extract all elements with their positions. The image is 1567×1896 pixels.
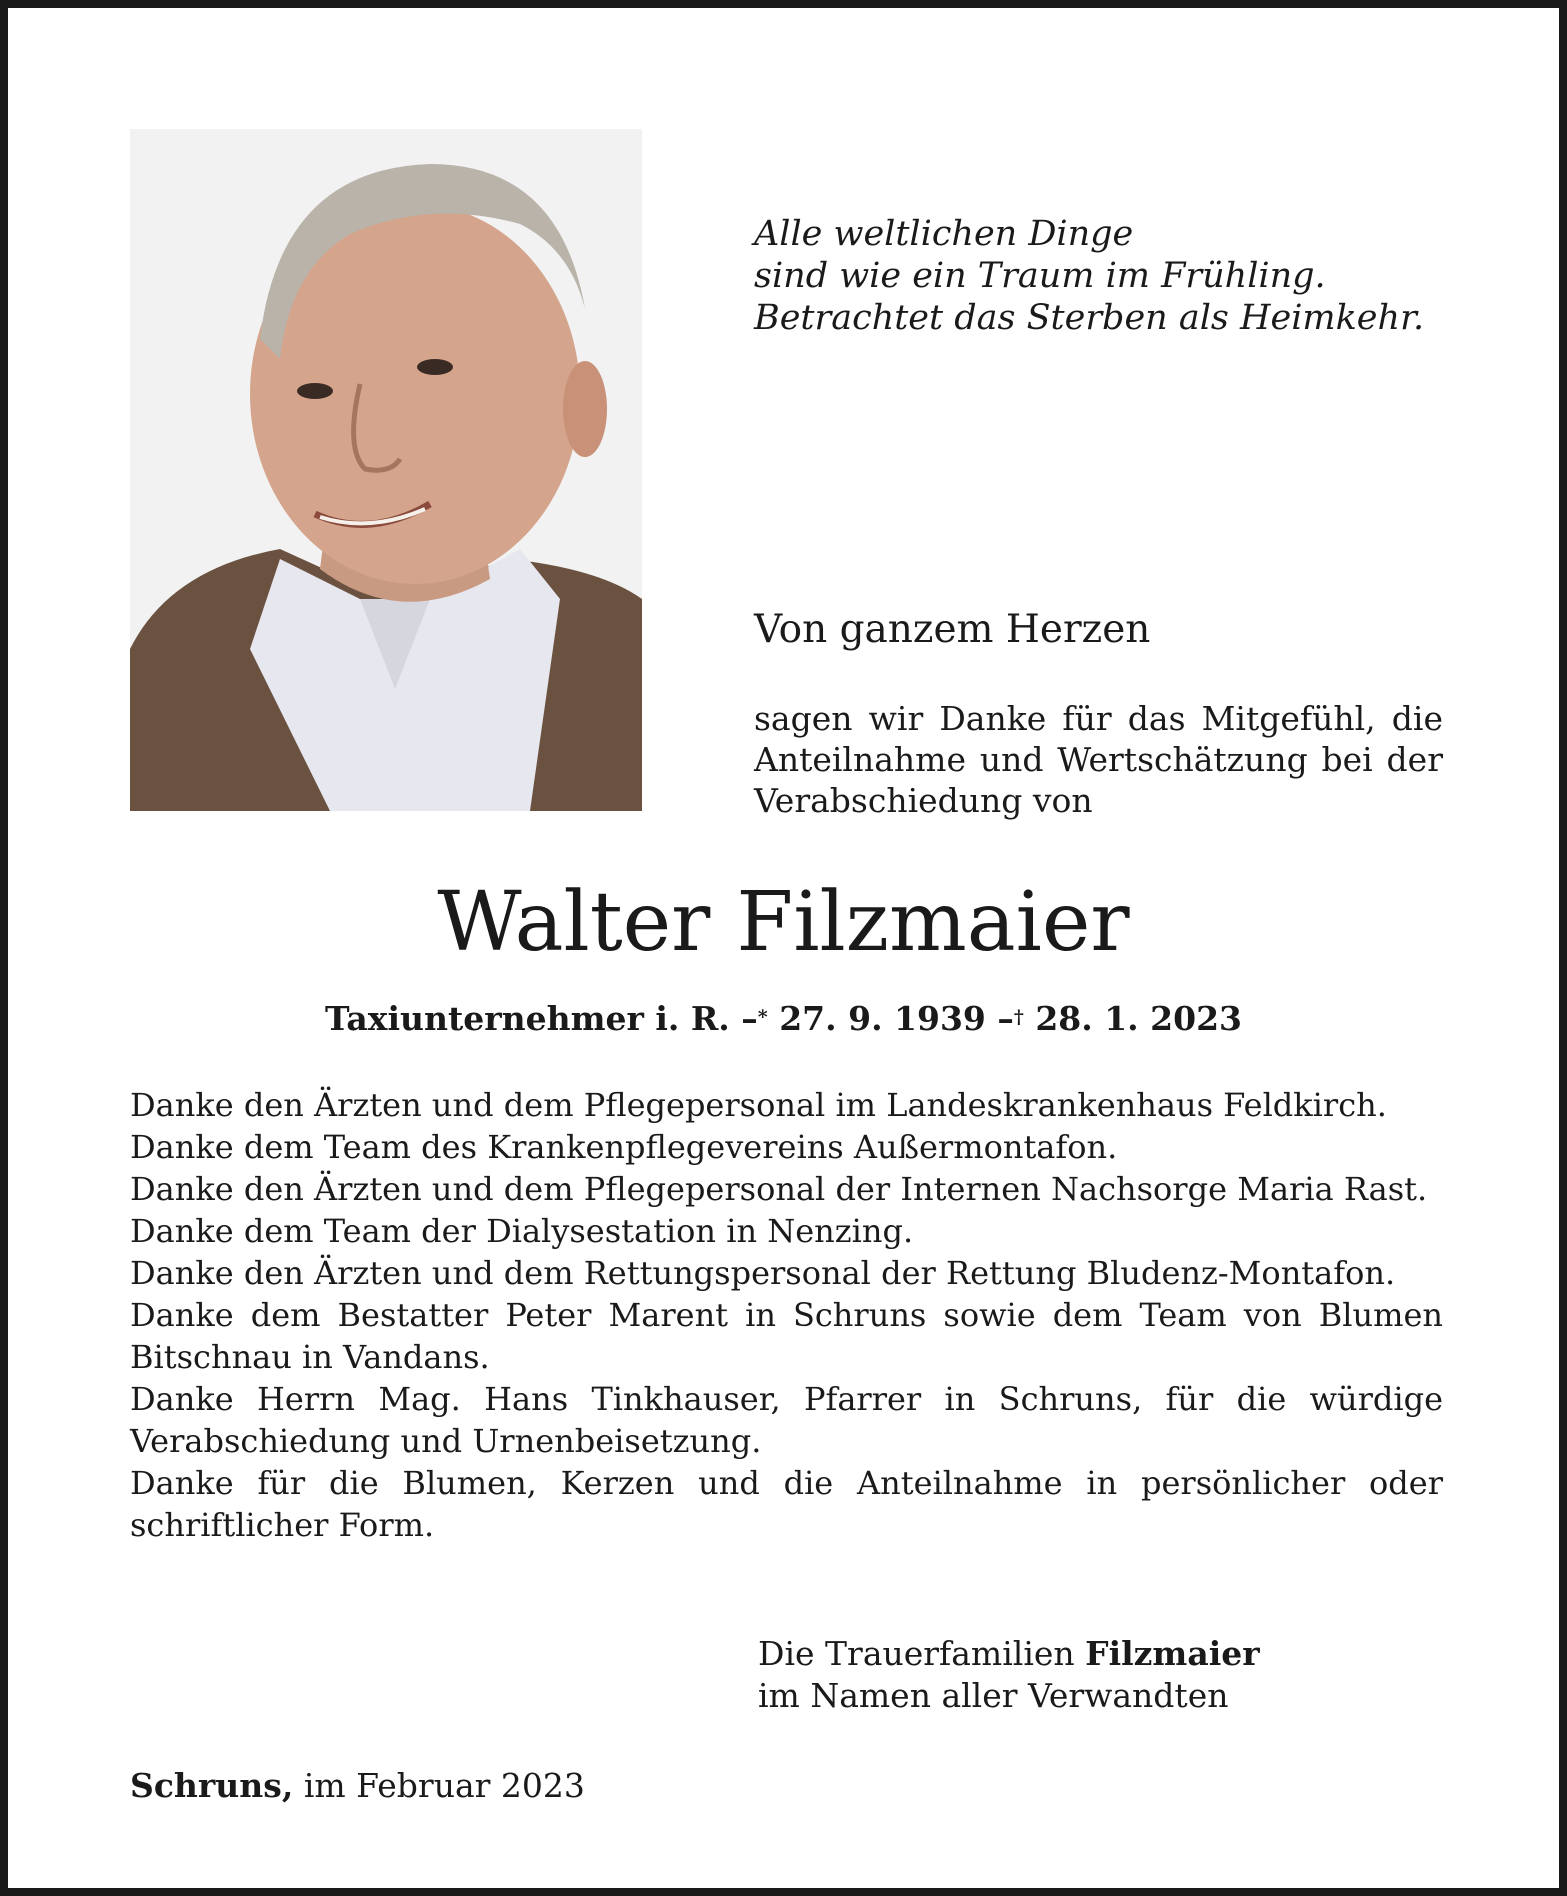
signature [758,1633,1260,1717]
death-date: 28. 1. 2023 [1023,999,1243,1038]
signature-family: Filzmaier [1085,1634,1260,1673]
deceased-dates [8,998,1559,1040]
acknowledgement: Danke dem Team des Krankenpflegevereins Außermontafon. [130,1128,1118,1166]
acknowledgement: Danke den Ärzten und dem Pflegepersonal der Internen Nachsorge Maria Rast. [130,1170,1428,1208]
deceased-name: Walter Filzmaier [437,875,1130,970]
thanks-heading: Von ganzem Herzen [754,607,1151,652]
acknowledgements [130,1084,1443,1546]
acknowledgement: Danke dem Bestatter Peter Marent in Schruns sowie dem Team von Blumen Bitschnau in Vandans. [130,1296,1443,1376]
date: im Februar 2023 [293,1766,585,1805]
signature-line-2: im Namen aller Verwandten [758,1676,1229,1715]
birth-date: 27. 9. 1939 – [767,999,1014,1038]
acknowledgement: Danke dem Team der Dialysestation in Nenzing. [130,1212,914,1250]
place-date [130,1765,585,1807]
quote-line: Betrachtet das Sterben als Heimkehr. [754,298,1425,338]
occupation: Taxiunternehmer i. R. – [324,999,758,1038]
acknowledgement: Danke für die Blumen, Kerzen und die Anteilnahme in persönlicher oder schriftlicher Form. [130,1464,1443,1544]
signature-prefix: Die Trauerfamilien [758,1634,1086,1673]
birth-symbol: * [757,1006,768,1028]
quote-line: Alle weltlichen Dinge [754,214,1134,254]
portrait-image [130,129,642,811]
portrait-photo [130,129,642,811]
signature-line-1 [758,1633,1260,1675]
death-symbol: † [1013,1006,1024,1028]
acknowledgement: Danke den Ärzten und dem Rettungspersonal der Rettung Bludenz-Montafon. [130,1254,1396,1292]
quote [754,213,1424,339]
acknowledgement: Danke Herrn Mag. Hans Tinkhauser, Pfarrer in Schruns, für die würdige Verabschiedung und Urnenbeisetzung. [130,1380,1443,1460]
thanks-intro: sagen wir Danke für das Mitgefühl, die Anteilnahme und Wertschätzung bei der Verabschiedung von [754,699,1443,820]
acknowledgement: Danke den Ärzten und dem Pflegepersonal im Landeskrankenhaus Feldkirch. [130,1086,1387,1124]
quote-line: sind wie ein Traum im Frühling. [754,256,1326,296]
place: Schruns, [130,1766,294,1805]
